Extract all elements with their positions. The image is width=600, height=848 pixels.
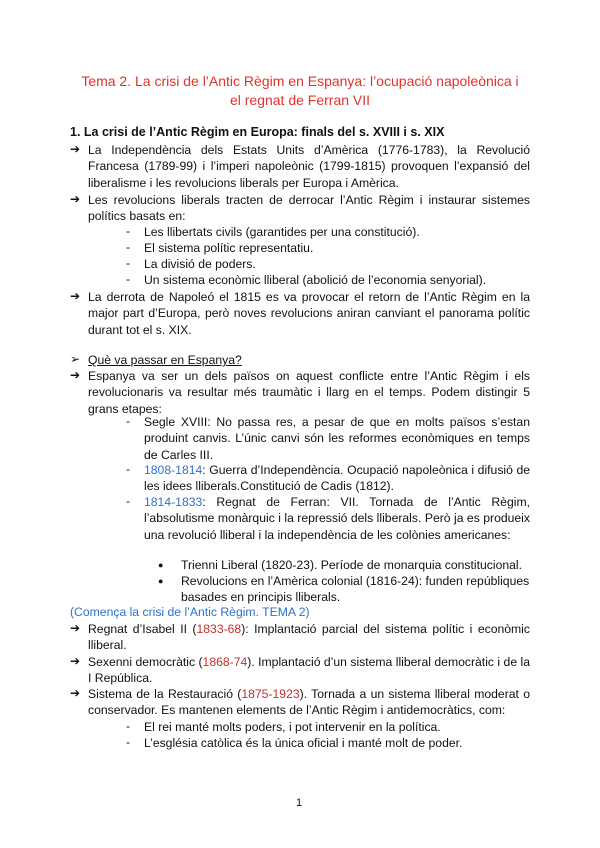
arrow-icon: ➔ xyxy=(70,621,81,635)
dash-icon: - xyxy=(126,240,131,254)
sub-item: Revolucions en l’Amèrica colonial (1816-24): funden repúbliques basades en principis lliberals. xyxy=(181,574,530,605)
page-title xyxy=(60,72,540,110)
text: ). Implantació d’un sistema lliberal democràtic i de la I República. xyxy=(88,655,530,686)
stage-date: 1808-1814 xyxy=(144,463,203,477)
bullet-icon: ● xyxy=(158,576,164,586)
dash-icon: - xyxy=(126,414,131,428)
dash-icon: - xyxy=(126,735,131,749)
arrow-icon: ➔ xyxy=(70,368,81,382)
triangle-bullet-icon: ➢ xyxy=(70,352,81,366)
dash-icon: - xyxy=(126,272,131,286)
list-item: El sistema polític representatiu. xyxy=(144,241,314,255)
stage-item xyxy=(144,462,530,495)
page-number: 1 xyxy=(296,797,303,809)
dash-icon: - xyxy=(126,256,131,270)
dash-icon: - xyxy=(126,462,131,476)
paragraph xyxy=(88,686,530,719)
arrow-icon: ➔ xyxy=(70,289,81,303)
list-item: Les llibertats civils (garantides per una constitució). xyxy=(144,225,420,239)
arrow-icon: ➔ xyxy=(70,142,81,156)
text: ). Tornada a un sistema lliberal moderat o conservador. Es mantenen elements de l’Antic Règim i antidemocràtics, com: xyxy=(88,687,530,718)
text: Sexenni democràtic ( xyxy=(88,655,203,669)
title-line-1: Tema 2. La crisi de l’Antic Règim en Espanya: l’ocupació napoleònica i xyxy=(81,73,519,89)
text: Sistema de la Restauració ( xyxy=(88,687,242,701)
list-item: La divisió de poders. xyxy=(144,257,256,271)
section-heading: 1. La crisi de l’Antic Règim en Europa: finals del s. XVIII i s. XIX xyxy=(70,125,445,139)
stage-text: : Guerra d’Independència. Ocupació napoleònica i difusió de les idees lliberals.Constitució de Cadis (1812). xyxy=(144,463,530,494)
date: 1868-74 xyxy=(202,655,248,669)
list-item: L’església catòlica és la única oficial i manté molt de poder. xyxy=(144,736,463,750)
list-item: Un sistema econòmic lliberal (abolició de l’economia senyorial). xyxy=(144,273,487,287)
paragraph: La Independència dels Estats Units d’Amèrica (1776-1783), la Revolució Francesa (1789-99) i l’imperi napoleònic (1799-1815) provoquen l’expansió del liberalisme i les revolucions liberals per Europa i Amèrica. xyxy=(88,143,530,190)
arrow-icon: ➔ xyxy=(70,192,81,206)
stage-item: Segle XVIII: No passa res, a pesar de que en molts països s’estan produint canvis. L’únic canvi són les reformes econòmiques en temps de Carles III. xyxy=(144,415,530,462)
question-heading: Què va passar en Espanya? xyxy=(88,353,242,367)
date: 1833-68 xyxy=(196,622,242,636)
stage-item xyxy=(144,494,530,543)
dash-icon: - xyxy=(126,719,131,733)
sub-item: Trienni Liberal (1820-23). Període de monarquia constitucional. xyxy=(181,558,522,572)
date: 1875-1923 xyxy=(241,687,300,701)
stage-text: : Regnat de Ferran: VII. Tornada de l’Antic Règim, l’absolutisme monàrquic i la repressió dels lliberals. Però ja es produeix una revolució lliberal i la independència de les colònies americanes: xyxy=(144,495,530,542)
arrow-icon: ➔ xyxy=(70,686,81,700)
title-line-2: el regnat de Ferran VII xyxy=(229,92,371,108)
dash-icon: - xyxy=(126,494,131,508)
stage-date: 1814-1833 xyxy=(144,495,203,509)
arrow-icon: ➔ xyxy=(70,654,81,668)
text: ): Implantació parcial del sistema polític i econòmic lliberal. xyxy=(88,622,530,653)
bullet-icon: ● xyxy=(158,560,164,570)
paragraph: La derrota de Napoleó el 1815 es va provocar el retorn de l’Antic Règim en la major part d’Europa, però noves revolucions aniran canviant el panorama polític durant tot el s. XIX. xyxy=(88,290,530,337)
paragraph: Les revolucions liberals tracten de derrocar l’Antic Règim i instaurar sistemes polítics basats en: xyxy=(88,193,530,224)
paragraph xyxy=(88,621,530,654)
paragraph xyxy=(88,654,530,687)
note: (Comença la crisi de l’Antic Règim. TEMA 2) xyxy=(70,605,310,619)
paragraph: Espanya va ser un dels països on aquest conflicte entre l’Antic Règim i els revolucionaris va resultar més traumàtic i llarg en el temps. Podem distingir 5 grans etapes: xyxy=(88,369,530,416)
dash-icon: - xyxy=(126,224,131,238)
list-item: El rei manté molts poders, i pot intervenir en la política. xyxy=(144,720,441,734)
text: Regnat d’Isabel II ( xyxy=(88,622,197,636)
